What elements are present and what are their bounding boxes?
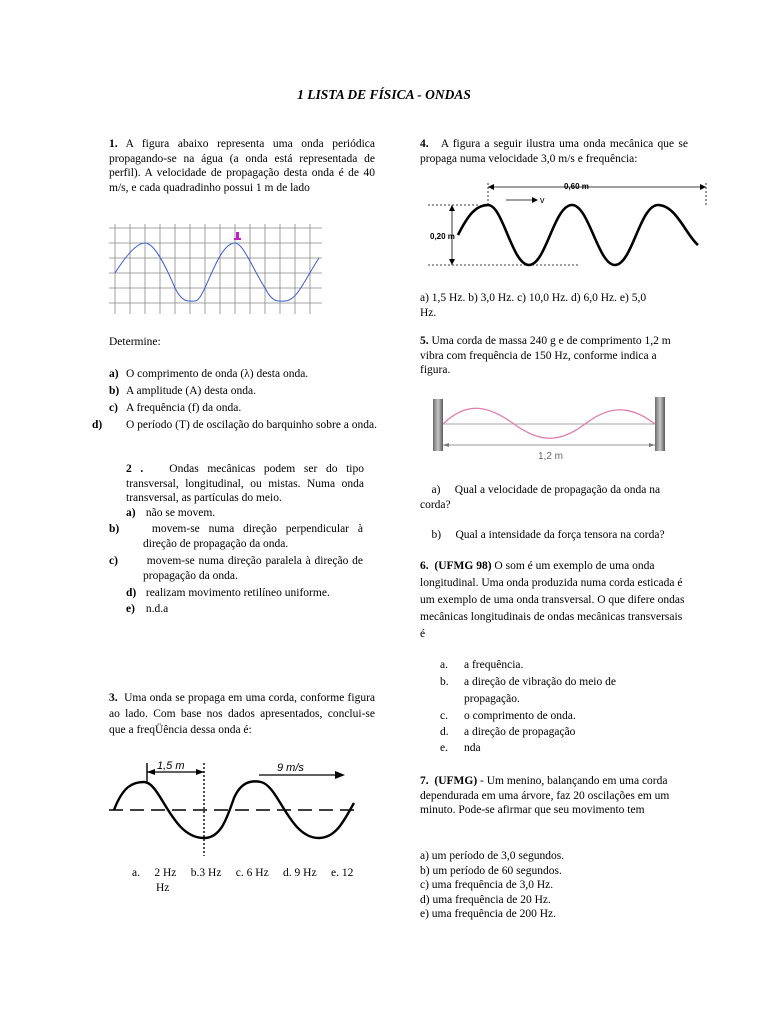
width-label: 0,60 m <box>564 182 589 191</box>
q1-item-b: b) A amplitude (A) desta onda. <box>109 385 256 397</box>
q7-option-b: b) um período de 60 segundos. <box>420 864 562 877</box>
q6-option-a: a. a frequência. <box>440 659 524 671</box>
question-7-text <box>420 774 680 818</box>
wave-curve <box>115 243 319 301</box>
question-5-number: 5. <box>420 335 429 347</box>
q2-option-e: e) n.d.a <box>126 603 169 615</box>
length-label: 1,2 m <box>538 451 564 462</box>
question-6-source: (UFMG 98) <box>434 560 492 572</box>
question-6-body: O som é um exemplo de uma onda longitudinal. Uma onda produzida numa corda esticada é um exemplo de uma onda transversal. O que difere ondas mecânicas longitudinais de ondas mecânicas transversais é <box>420 560 685 640</box>
string-wave <box>443 408 655 438</box>
question-5-text <box>420 334 688 378</box>
question-1-body: A figura abaixo representa uma onda periódica propagando-se na água (a onda está representada de perfil). A velocidade de propagação desta onda é de 40 m/s, e cada quadradinho possui 1 m de lado <box>109 138 375 194</box>
q6-option-e: e. nda <box>440 742 481 754</box>
question-1-items <box>92 367 378 447</box>
q2-option-c: c) movem-se numa direção paralela à direção de propagação da onda. <box>109 555 363 582</box>
q6-option-d: d. a direção de propagação <box>440 726 576 738</box>
question-2-options <box>109 506 364 616</box>
question-3-text <box>109 690 375 738</box>
question-2-text <box>126 462 364 506</box>
q4-answers: a) 1,5 Hz. b) 3,0 Hz. c) 10,0 Hz. d) 6,0 Hz. e) 5,0 <box>420 292 647 304</box>
determine-label: Determine: <box>109 336 161 348</box>
height-label: 0,20 m <box>430 232 455 241</box>
velocity-label: 9 m/s <box>277 762 304 774</box>
q5-part-a: a) Qual a velocidade de propagação da onda na corda? <box>420 484 663 511</box>
question-7-body: - Um menino, balançando em uma corda dependurada em uma árvore, faz 20 oscilações em um minuto. Pode-se afirmar que seu movimento tem <box>420 775 670 816</box>
q7-option-e: e) uma frequência de 200 Hz. <box>420 908 557 920</box>
q6-option-b-cont: propagação. <box>464 693 520 705</box>
question-6-options <box>440 658 680 758</box>
q4-wave-figure <box>428 175 713 275</box>
question-7-options <box>420 849 688 922</box>
question-4-text <box>420 137 688 166</box>
wave-curve <box>458 205 698 265</box>
q1-item-c: c) A frequência (f) da onda. <box>109 402 242 414</box>
q3-answers: a. 2 Hz b.3 Hz c. 6 Hz d. 9 Hz e. 12 <box>132 867 354 879</box>
q6-option-c: c. o comprimento de onda. <box>440 710 576 722</box>
q1-item-a: a) O comprimento de onda (λ) desta onda. <box>109 368 309 380</box>
right-wall <box>655 397 665 451</box>
q2-option-b: b) movem-se numa direção perpendicular à direção de propagação da onda. <box>109 523 363 550</box>
question-2-body: Ondas mecânicas podem ser do tipo transversal, longitudinal, ou mistas. Numa onda transversal, as partículas do meio. <box>126 463 365 504</box>
question-3-number: 3. <box>109 692 118 704</box>
q7-option-a: a) um período de 3,0 segundos. <box>420 850 565 862</box>
question-7-source: (UFMG) <box>434 775 478 787</box>
q7-option-c: c) uma frequência de 3,0 Hz. <box>420 879 554 891</box>
question-1-text <box>109 137 375 195</box>
question-4-number: 4. <box>420 138 429 150</box>
wave-curve <box>114 781 354 838</box>
question-1-number: 1. <box>109 138 118 150</box>
left-wall <box>433 399 443 451</box>
question-4-body: A figura a seguir ilustra uma onda mecânica que se propaga numa velocidade 3,0 m/s e frequência: <box>420 138 688 165</box>
q6-option-b: b. a direção de vibração do meio de <box>440 676 616 688</box>
q4-answers-cont: Hz. <box>420 307 437 319</box>
q5-part-b: b) Qual a intensidade da força tensora na corda? <box>431 529 665 541</box>
q2-option-d: d) realizam movimento retilíneo uniforme. <box>126 587 330 599</box>
grid-lines <box>109 224 322 314</box>
q2-option-a: a) não se movem. <box>126 507 216 519</box>
velocity-marker: v <box>540 195 545 205</box>
q3-answers-cont: Hz <box>156 882 170 894</box>
page-title: 1 LISTA DE FÍSICA - ONDAS <box>297 87 471 102</box>
length-label: 1,5 m <box>157 760 185 772</box>
q1-wave-grid-figure <box>109 224 322 314</box>
question-3-body: Uma onda se propaga em uma corda, conforme figura ao lado. Com base nos dados apresentados, conclui-se que a freqÜência dessa onda é: <box>109 692 375 736</box>
q1-item-d: d) O período (T) de oscilação do barquinho sobre a onda. <box>92 419 378 431</box>
question-5-body: Uma corda de massa 240 g e de comprimento 1,2 m vibra com frequência de 150 Hz, conforme indica a figura. <box>420 335 671 376</box>
q5-string-figure <box>430 393 670 465</box>
q3-rope-wave-figure <box>109 758 359 858</box>
question-2-number: 2 . <box>126 463 144 475</box>
question-6-text <box>420 558 688 643</box>
q7-option-d: d) uma frequência de 20 Hz. <box>420 893 551 906</box>
question-7-number: 7. <box>420 775 429 787</box>
question-6-number: 6. <box>420 560 429 572</box>
